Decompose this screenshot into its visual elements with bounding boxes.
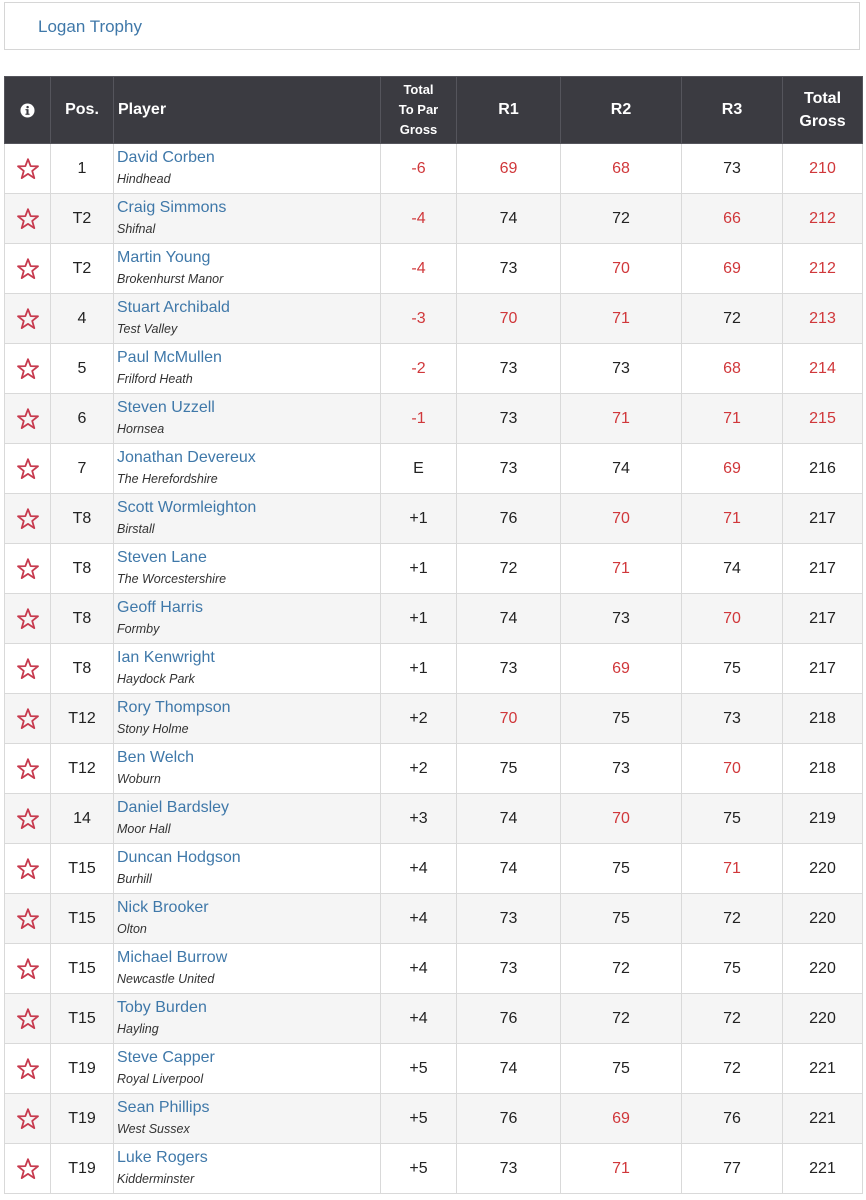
header-row	[5, 77, 863, 144]
total-cell: 220	[783, 844, 863, 894]
r3-cell: 77	[682, 1144, 783, 1194]
r2-cell: 75	[561, 1044, 682, 1094]
player-name-link[interactable]: Steven Lane	[117, 548, 207, 566]
r2-cell: 71	[561, 294, 682, 344]
table-row[interactable]	[5, 194, 863, 244]
favorite-star-button[interactable]	[5, 444, 51, 494]
to-par-cell: E	[381, 444, 457, 494]
r3-cell: 72	[682, 294, 783, 344]
star-icon	[16, 957, 40, 981]
r2-cell: 73	[561, 744, 682, 794]
to-par-cell: +5	[381, 1044, 457, 1094]
pos-cell: T15	[51, 894, 114, 944]
pos-cell: 4	[51, 294, 114, 344]
r2-cell: 72	[561, 944, 682, 994]
total-cell: 214	[783, 344, 863, 394]
pos-cell: 7	[51, 444, 114, 494]
table-row[interactable]	[5, 844, 863, 894]
player-cell	[114, 794, 381, 844]
table-row[interactable]	[5, 1144, 863, 1194]
pos-cell: 5	[51, 344, 114, 394]
table-row[interactable]	[5, 894, 863, 944]
star-icon	[16, 307, 40, 331]
leaderboard-table	[4, 76, 863, 1194]
table-row[interactable]	[5, 394, 863, 444]
player-name-link[interactable]: Nick Brooker	[117, 898, 209, 916]
star-icon	[16, 507, 40, 531]
r3-cell: 75	[682, 644, 783, 694]
star-icon	[16, 607, 40, 631]
total-cell: 216	[783, 444, 863, 494]
player-club: Hornsea	[117, 421, 165, 436]
player-name-link[interactable]: Jonathan Devereux	[117, 448, 256, 466]
pos-header[interactable]: Pos.	[51, 77, 114, 144]
player-club: Test Valley	[117, 321, 178, 336]
topar-header-line1: Total	[403, 82, 434, 97]
r1-cell: 73	[457, 244, 561, 294]
player-cell	[114, 1144, 381, 1194]
player-club: Stony Holme	[117, 721, 189, 736]
to-par-cell: -4	[381, 244, 457, 294]
to-par-cell: -6	[381, 144, 457, 194]
player-name-link[interactable]: Martin Young	[117, 248, 211, 266]
table-row[interactable]	[5, 444, 863, 494]
r3-cell: 69	[682, 444, 783, 494]
table-row[interactable]	[5, 1094, 863, 1144]
player-club: Birstall	[117, 521, 155, 536]
player-cell	[114, 294, 381, 344]
star-icon	[16, 207, 40, 231]
favorite-star-button[interactable]	[5, 694, 51, 744]
table-row[interactable]	[5, 144, 863, 194]
player-cell	[114, 144, 381, 194]
pos-cell: 1	[51, 144, 114, 194]
total-cell: 220	[783, 994, 863, 1044]
r1-cell: 74	[457, 594, 561, 644]
player-cell	[114, 694, 381, 744]
total-cell: 219	[783, 794, 863, 844]
star-icon	[16, 657, 40, 681]
player-club: Burhill	[117, 871, 152, 886]
player-club: Shifnal	[117, 221, 156, 236]
to-par-cell: +5	[381, 1094, 457, 1144]
total-cell: 212	[783, 244, 863, 294]
star-icon	[16, 1107, 40, 1131]
total-cell: 212	[783, 194, 863, 244]
player-cell	[114, 644, 381, 694]
star-icon	[16, 457, 40, 481]
pos-cell: T12	[51, 694, 114, 744]
star-icon	[16, 707, 40, 731]
player-club: Kidderminster	[117, 1171, 195, 1186]
total-cell: 213	[783, 294, 863, 344]
r3-header[interactable]: R3	[682, 77, 783, 144]
player-cell	[114, 494, 381, 544]
table-row[interactable]	[5, 494, 863, 544]
r2-cell: 70	[561, 794, 682, 844]
favorite-star-button[interactable]	[5, 544, 51, 594]
player-club: Newcastle United	[117, 971, 215, 986]
r3-cell: 72	[682, 1044, 783, 1094]
player-club: Brokenhurst Manor	[117, 271, 224, 286]
to-par-cell: +4	[381, 844, 457, 894]
r3-cell: 73	[682, 144, 783, 194]
table-row[interactable]	[5, 794, 863, 844]
pos-cell: T8	[51, 594, 114, 644]
player-name-link[interactable]: Ian Kenwright	[117, 648, 215, 666]
to-par-cell: -2	[381, 344, 457, 394]
player-name-link[interactable]: Daniel Bardsley	[117, 798, 230, 816]
player-club: Formby	[117, 621, 160, 636]
total-cell: 217	[783, 644, 863, 694]
player-club: Olton	[117, 921, 147, 936]
star-icon	[16, 1007, 40, 1031]
player-cell	[114, 444, 381, 494]
r2-cell: 74	[561, 444, 682, 494]
r3-cell: 71	[682, 494, 783, 544]
to-par-cell: +1	[381, 594, 457, 644]
r2-cell: 70	[561, 494, 682, 544]
topar-header-line3: Gross	[399, 122, 438, 137]
favorite-star-button[interactable]	[5, 794, 51, 844]
r2-cell: 73	[561, 594, 682, 644]
topar-header[interactable]	[381, 77, 457, 144]
favorite-star-button[interactable]	[5, 294, 51, 344]
to-par-cell: +1	[381, 644, 457, 694]
r1-cell: 73	[457, 944, 561, 994]
r2-cell: 75	[561, 844, 682, 894]
r3-cell: 71	[682, 844, 783, 894]
pos-cell: T2	[51, 194, 114, 244]
r1-cell: 73	[457, 444, 561, 494]
favorite-star-button[interactable]	[5, 844, 51, 894]
total-cell: 221	[783, 1094, 863, 1144]
player-name-link[interactable]: Luke Rogers	[117, 1148, 208, 1166]
r1-cell: 76	[457, 994, 561, 1044]
total-cell: 221	[783, 1144, 863, 1194]
favorite-star-button[interactable]	[5, 244, 51, 294]
table-row[interactable]	[5, 944, 863, 994]
r1-cell: 70	[457, 694, 561, 744]
pos-cell: T19	[51, 1094, 114, 1144]
pos-cell: T12	[51, 744, 114, 794]
player-club: The Herefordshire	[117, 471, 218, 486]
player-cell	[114, 994, 381, 1044]
player-name-link[interactable]: Craig Simmons	[117, 198, 227, 216]
player-club: Royal Liverpool	[117, 1071, 204, 1086]
r2-cell: 71	[561, 544, 682, 594]
table-row[interactable]	[5, 644, 863, 694]
favorite-star-button[interactable]	[5, 594, 51, 644]
favorite-star-button[interactable]	[5, 194, 51, 244]
r1-cell: 73	[457, 1144, 561, 1194]
player-club: Frilford Heath	[117, 371, 193, 386]
total-cell: 218	[783, 744, 863, 794]
total-header[interactable]	[783, 77, 863, 144]
r3-cell: 70	[682, 744, 783, 794]
r3-cell: 75	[682, 944, 783, 994]
pos-cell: T19	[51, 1044, 114, 1094]
r2-cell: 69	[561, 1094, 682, 1144]
player-cell	[114, 344, 381, 394]
star-icon	[16, 807, 40, 831]
player-club: The Worcestershire	[117, 571, 227, 586]
player-cell	[114, 944, 381, 994]
star-icon	[16, 757, 40, 781]
player-cell	[114, 1044, 381, 1094]
r2-cell: 72	[561, 194, 682, 244]
player-name-link[interactable]: Steven Uzzell	[117, 398, 215, 416]
player-name-link[interactable]: Toby Burden	[117, 998, 207, 1016]
to-par-cell: +4	[381, 894, 457, 944]
table-row[interactable]	[5, 544, 863, 594]
player-club: Moor Hall	[117, 821, 171, 836]
r3-cell: 70	[682, 594, 783, 644]
table-row[interactable]	[5, 994, 863, 1044]
star-icon	[16, 857, 40, 881]
table-row[interactable]	[5, 744, 863, 794]
total-header-line2: Gross	[799, 113, 846, 130]
r1-cell: 73	[457, 344, 561, 394]
to-par-cell: +3	[381, 794, 457, 844]
favorite-star-button[interactable]	[5, 494, 51, 544]
r2-cell: 70	[561, 244, 682, 294]
player-cell	[114, 844, 381, 894]
player-name-link[interactable]: Duncan Hodgson	[117, 848, 241, 866]
r3-cell: 75	[682, 794, 783, 844]
pos-cell: 6	[51, 394, 114, 444]
player-club: West Sussex	[117, 1121, 190, 1136]
r1-cell: 76	[457, 494, 561, 544]
player-cell	[114, 1094, 381, 1144]
pos-cell: T15	[51, 844, 114, 894]
player-name-link[interactable]: Michael Burrow	[117, 948, 228, 966]
total-cell: 210	[783, 144, 863, 194]
tournament-title-link[interactable]: Logan Trophy	[38, 17, 142, 36]
player-cell	[114, 244, 381, 294]
player-name-link[interactable]: Sean Phillips	[117, 1098, 210, 1116]
player-name-link[interactable]: Rory Thompson	[117, 698, 231, 716]
pos-cell: 14	[51, 794, 114, 844]
r3-cell: 72	[682, 994, 783, 1044]
player-name-link[interactable]: David Corben	[117, 148, 215, 166]
r1-cell: 73	[457, 894, 561, 944]
player-cell	[114, 394, 381, 444]
to-par-cell: -4	[381, 194, 457, 244]
favorite-star-button[interactable]	[5, 1094, 51, 1144]
table-row[interactable]	[5, 294, 863, 344]
total-cell: 217	[783, 494, 863, 544]
to-par-cell: +2	[381, 694, 457, 744]
player-club: Woburn	[117, 771, 161, 786]
favorite-star-button[interactable]	[5, 144, 51, 194]
topar-header-line2: To Par	[398, 102, 439, 117]
table-row[interactable]	[5, 244, 863, 294]
total-cell: 218	[783, 694, 863, 744]
player-name-link[interactable]: Paul McMullen	[117, 348, 222, 366]
to-par-cell: +5	[381, 1144, 457, 1194]
to-par-cell: +4	[381, 944, 457, 994]
to-par-cell: +1	[381, 494, 457, 544]
player-name-link[interactable]: Stuart Archibald	[117, 298, 230, 316]
r2-cell: 75	[561, 694, 682, 744]
favorite-star-button[interactable]	[5, 1044, 51, 1094]
favorite-star-button[interactable]	[5, 344, 51, 394]
r3-cell: 69	[682, 244, 783, 294]
r1-cell: 75	[457, 744, 561, 794]
r2-cell: 71	[561, 1144, 682, 1194]
star-icon	[16, 357, 40, 381]
table-row[interactable]	[5, 694, 863, 744]
star-icon	[16, 557, 40, 581]
info-icon[interactable]	[20, 103, 35, 118]
r1-cell: 69	[457, 144, 561, 194]
table-row[interactable]	[5, 1044, 863, 1094]
total-cell: 220	[783, 944, 863, 994]
pos-cell: T19	[51, 1144, 114, 1194]
r1-cell: 73	[457, 394, 561, 444]
pos-cell: T15	[51, 944, 114, 994]
title-box	[4, 2, 860, 50]
player-cell	[114, 194, 381, 244]
to-par-cell: -1	[381, 394, 457, 444]
player-name-link[interactable]: Scott Wormleighton	[117, 498, 257, 516]
player-cell	[114, 894, 381, 944]
to-par-cell: +4	[381, 994, 457, 1044]
total-cell: 217	[783, 544, 863, 594]
star-icon	[16, 1157, 40, 1181]
favorite-star-button[interactable]	[5, 1144, 51, 1194]
pos-cell: T8	[51, 644, 114, 694]
r3-cell: 71	[682, 394, 783, 444]
star-icon	[16, 1057, 40, 1081]
favorite-star-button[interactable]	[5, 994, 51, 1044]
r3-cell: 72	[682, 894, 783, 944]
star-icon	[16, 907, 40, 931]
r2-cell: 71	[561, 394, 682, 444]
player-club: Hayling	[117, 1021, 159, 1036]
r2-cell: 72	[561, 994, 682, 1044]
favorite-star-button[interactable]	[5, 744, 51, 794]
table-row[interactable]	[5, 594, 863, 644]
pos-cell: T2	[51, 244, 114, 294]
r1-cell: 70	[457, 294, 561, 344]
player-club: Hindhead	[117, 171, 171, 186]
favorite-star-button[interactable]	[5, 644, 51, 694]
favorite-star-button[interactable]	[5, 894, 51, 944]
pos-cell: T15	[51, 994, 114, 1044]
player-name-link[interactable]: Geoff Harris	[117, 598, 203, 616]
r3-cell: 76	[682, 1094, 783, 1144]
info-header[interactable]	[5, 77, 51, 144]
to-par-cell: +2	[381, 744, 457, 794]
r2-cell: 68	[561, 144, 682, 194]
r1-cell: 73	[457, 644, 561, 694]
r3-cell: 74	[682, 544, 783, 594]
total-cell: 221	[783, 1044, 863, 1094]
r1-cell: 74	[457, 794, 561, 844]
r2-header[interactable]: R2	[561, 77, 682, 144]
total-cell: 217	[783, 594, 863, 644]
r1-cell: 74	[457, 194, 561, 244]
player-cell	[114, 544, 381, 594]
r1-cell: 74	[457, 1044, 561, 1094]
r1-header[interactable]: R1	[457, 77, 561, 144]
r3-cell: 66	[682, 194, 783, 244]
player-name-link[interactable]: Ben Welch	[117, 748, 195, 766]
r1-cell: 76	[457, 1094, 561, 1144]
player-name-link[interactable]: Steve Capper	[117, 1048, 215, 1066]
r1-cell: 74	[457, 844, 561, 894]
player-cell	[114, 744, 381, 794]
r3-cell: 73	[682, 694, 783, 744]
total-cell: 215	[783, 394, 863, 444]
favorite-star-button[interactable]	[5, 394, 51, 444]
pos-cell: T8	[51, 494, 114, 544]
r3-cell: 68	[682, 344, 783, 394]
r2-cell: 75	[561, 894, 682, 944]
favorite-star-button[interactable]	[5, 944, 51, 994]
r2-cell: 73	[561, 344, 682, 394]
star-icon	[16, 407, 40, 431]
to-par-cell: -3	[381, 294, 457, 344]
r1-cell: 72	[457, 544, 561, 594]
player-cell	[114, 594, 381, 644]
star-icon	[16, 157, 40, 181]
total-cell: 220	[783, 894, 863, 944]
to-par-cell: +1	[381, 544, 457, 594]
r2-cell: 69	[561, 644, 682, 694]
player-club: Haydock Park	[117, 671, 195, 686]
total-header-line1: Total	[803, 90, 842, 107]
pos-cell: T8	[51, 544, 114, 594]
table-row[interactable]	[5, 344, 863, 394]
star-icon	[16, 257, 40, 281]
player-header[interactable]: Player	[114, 77, 381, 144]
